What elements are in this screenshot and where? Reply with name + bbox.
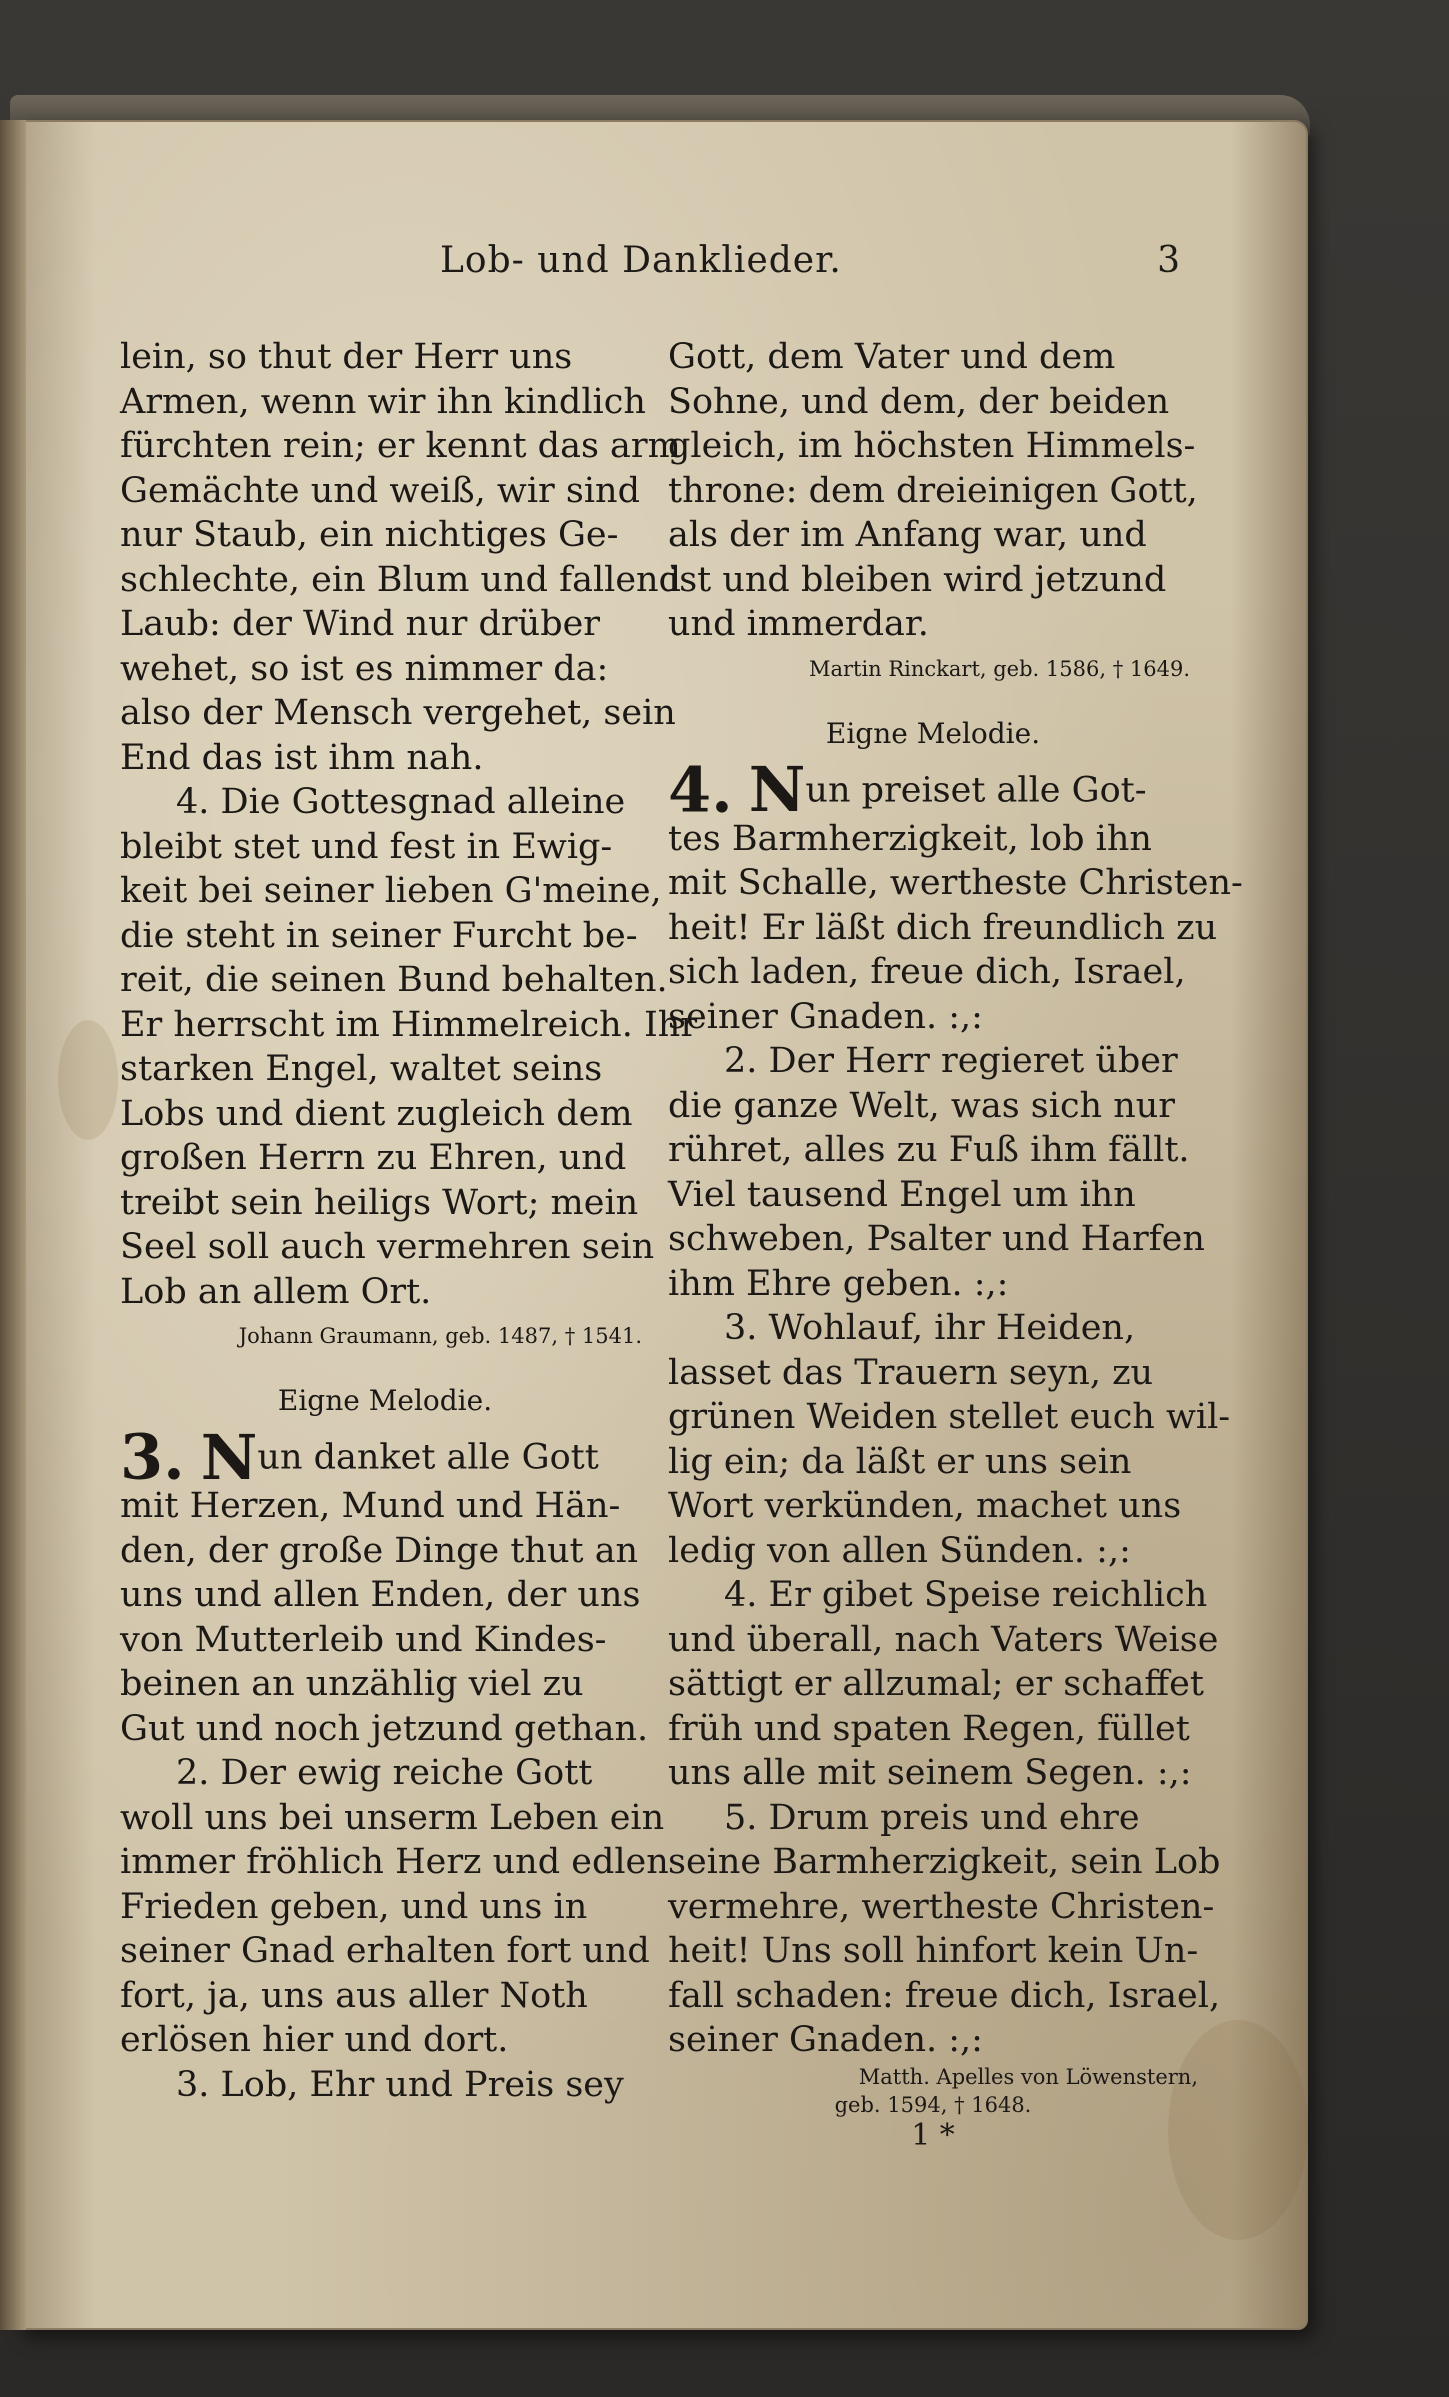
text-line: heit! Uns soll hinfort kein Un- — [668, 1931, 1199, 1971]
text-line: rühret, alles zu Fuß ihm fällt. — [668, 1130, 1190, 1170]
hymn-author-dates: geb. 1594, † 1648. — [834, 2092, 1032, 2117]
text-line: immer fröhlich Herz und edlen — [120, 1842, 669, 1882]
page-number: 3 — [1157, 240, 1180, 281]
melody-heading: Eigne Melodie. — [825, 716, 1041, 750]
text-line: seiner Gnaden. :,: — [668, 2020, 983, 2060]
text-line: die ganze Welt, was sich nur — [668, 1085, 1176, 1126]
verse-start: 5. Drum preis und ehre — [724, 1797, 1140, 1838]
hymn-number: 4. — [668, 753, 733, 826]
text-line: Frieden geben, und uns in — [120, 1886, 588, 1927]
text-line: mit Schalle, wertheste Christen- — [668, 863, 1243, 903]
text-line: Armen, wenn wir ihn kindlich — [120, 381, 646, 422]
text-line: Gut und noch jetzund gethan. — [120, 1708, 649, 1749]
text-line: erlösen hier und dort. — [120, 2020, 509, 2060]
text-line: lein, so thut der Herr uns — [120, 337, 573, 377]
text-line: ihm Ehre geben. :,: — [668, 1263, 1009, 1304]
text-line: ledig von allen Sünden. :,: — [668, 1530, 1131, 1571]
text-line: Laub: der Wind nur drüber — [120, 604, 601, 644]
hymn-author: Matth. Apelles von Löwenstern, — [858, 2064, 1198, 2089]
text-line: seiner Gnaden. :,: — [668, 996, 983, 1037]
text-line: fürchten rein; er kennt das arm — [120, 426, 681, 466]
text-line: als der im Anfang war, und — [668, 515, 1147, 555]
left-column — [120, 335, 698, 2107]
hymn-number: 3. — [120, 1420, 185, 1494]
hymn-first-line: un danket alle Gott — [257, 1437, 599, 1478]
melody-heading: Eigne Melodie. — [277, 1384, 493, 1417]
text-line: Lob an allem Ort. — [120, 1271, 432, 1312]
text-line: throne: dem dreieinigen Gott, — [668, 470, 1198, 511]
running-title: Lob- und Danklieder. — [440, 240, 842, 281]
hymn-first-line: un preiset alle Got- — [805, 770, 1147, 810]
text-line: Wort verkünden, machet uns — [668, 1486, 1182, 1526]
text-line: früh und spaten Regen, füllet — [668, 1708, 1190, 1749]
right-column — [668, 335, 1243, 2153]
verse-start: 3. Lob, Ehr und Preis sey — [176, 2064, 624, 2105]
text-line: fort, ja, uns aus aller Noth — [120, 1975, 588, 2016]
verse-start: 2. Der Herr regieret über — [724, 1041, 1178, 1081]
text-line: sättigt er allzumal; er schaffet — [668, 1664, 1204, 1704]
text-line: Sohne, und dem, der beiden — [668, 381, 1170, 422]
hymn-author: Johann Graumann, geb. 1487, † 1541. — [238, 1324, 642, 1348]
text-line: nur Staub, ein nichtiges Ge- — [120, 515, 619, 555]
hymn-start — [120, 1420, 650, 1494]
text-line: wehet, so ist es nimmer da: — [120, 648, 609, 689]
text-line: reit, die seinen Bund behalten. — [120, 960, 668, 1000]
text-line: die steht in seiner Furcht be- — [120, 915, 638, 956]
text-line: also der Mensch vergehet, sein — [120, 693, 676, 733]
text-line: starken Engel, waltet seins — [120, 1049, 603, 1089]
text-line: vermehre, wertheste Christen- — [668, 1886, 1215, 1927]
verse-start: 4. Er gibet Speise reichlich — [724, 1575, 1208, 1615]
text-line: keit bei seiner lieben G'meine, — [120, 871, 662, 911]
text-line: sich laden, freue dich, Israel, — [668, 952, 1186, 992]
drop-initial: N — [200, 1420, 258, 1494]
printer-signature-mark: 1 * — [911, 2117, 955, 2153]
text-line: lasset das Trauern seyn, zu — [668, 1352, 1154, 1393]
text-line: den, der große Dinge thut an — [120, 1530, 639, 1571]
text-line: Gott, dem Vater und dem — [668, 337, 1116, 377]
text-line: heit! Er läßt dich freundlich zu — [668, 907, 1218, 948]
text-line: tes Barmherzigkeit, lob ihn — [668, 818, 1152, 859]
drop-initial: N — [748, 753, 806, 826]
text-line: beinen an unzählig viel zu — [120, 1664, 584, 1704]
text-line: lig ein; da läßt er uns sein — [668, 1441, 1132, 1482]
verse-start: 4. Die Gottesgnad alleine — [176, 782, 626, 822]
text-line: treibt sein heiligs Wort; mein — [120, 1182, 639, 1223]
verse-start: 3. Wohlauf, ihr Heiden, — [724, 1308, 1136, 1348]
text-line: mit Herzen, Mund und Hän- — [120, 1486, 621, 1526]
book-spine — [0, 120, 26, 2330]
text-line: Seel soll auch vermehren sein — [120, 1227, 655, 1267]
text-line: Lobs und dient zugleich dem — [120, 1093, 633, 1134]
text-line: fall schaden: freue dich, Israel, — [668, 1975, 1221, 2016]
text-line: schlechte, ein Blum und fallend — [120, 559, 682, 600]
text-line: ist und bleiben wird jetzund — [668, 559, 1167, 600]
text-line: und überall, nach Vaters Weise — [668, 1619, 1219, 1660]
text-line: seiner Gnad erhalten fort und — [120, 1931, 650, 1971]
hymn-start — [668, 753, 1198, 826]
verse-start: 2. Der ewig reiche Gott — [176, 1753, 593, 1793]
text-line: End das ist ihm nah. — [120, 737, 484, 778]
text-line: Gemächte und weiß, wir sind — [120, 470, 640, 511]
text-line: uns alle mit seinem Segen. :,: — [668, 1753, 1192, 1793]
text-line: woll uns bei unserm Leben ein — [120, 1797, 665, 1838]
page-header — [440, 240, 1180, 300]
hymn-author: Martin Rinckart, geb. 1586, † 1649. — [808, 656, 1190, 681]
text-line: seine Barmherzigkeit, sein Lob — [668, 1842, 1221, 1882]
text-line: Viel tausend Engel um ihn — [668, 1174, 1136, 1215]
text-line: uns und allen Enden, der uns — [120, 1575, 641, 1615]
text-line: schweben, Psalter und Harfen — [668, 1219, 1205, 1259]
text-line: und immerdar. — [668, 604, 929, 644]
text-line: von Mutterleib und Kindes- — [120, 1619, 607, 1660]
text-line: großen Herrn zu Ehren, und — [120, 1138, 627, 1178]
text-line: grünen Weiden stellet euch wil- — [668, 1397, 1231, 1437]
paper-stain — [58, 1020, 118, 1140]
text-line: gleich, im höchsten Himmels- — [668, 426, 1196, 466]
text-line: bleibt stet und fest in Ewig- — [120, 826, 613, 867]
text-line: Er herrscht im Himmelreich. Ihr — [120, 1004, 698, 1045]
